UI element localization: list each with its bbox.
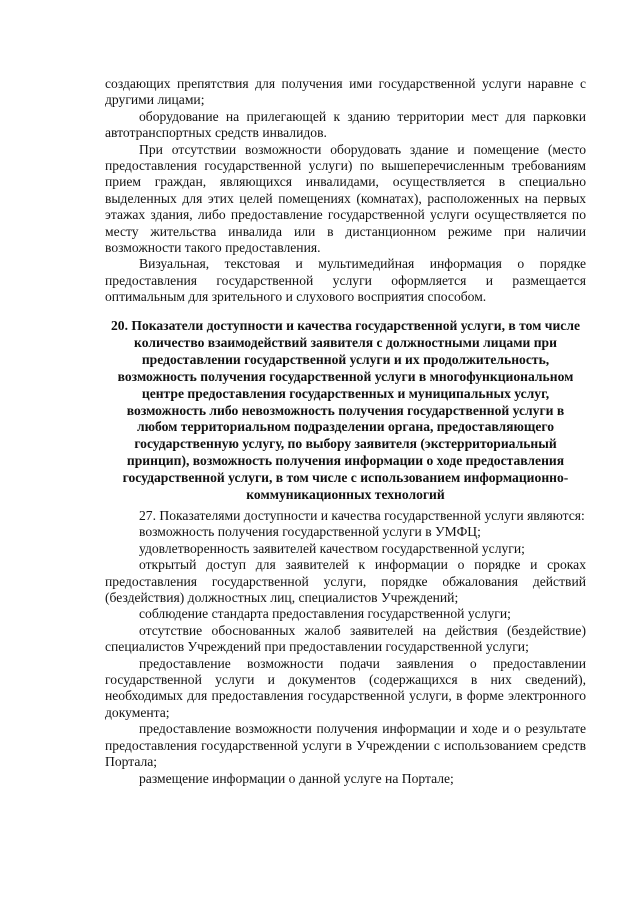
list-item: размещение информации о данной услуге на Портале; bbox=[139, 770, 454, 786]
section-heading bbox=[105, 318, 586, 504]
list-item: отсутствие обоснованных жалоб заявителей на действия (бездействие) специалистов Учреждений при предоставлении государственной услуги; bbox=[105, 622, 586, 655]
paragraph: создающих препятствия для получения ими государственной услуги наравне с другими лицами; bbox=[105, 76, 586, 108]
top-text-block bbox=[105, 76, 586, 306]
list-item: соблюдение стандарта предоставления государственной услуги; bbox=[139, 606, 511, 622]
list-item: предоставление возможности подачи заявления о предоставлении государственной услуги и документов (содержащихся в них сведений), необходимых для предоставления государственной услуги, в форме электронного документа; bbox=[105, 655, 586, 720]
paragraph: Визуальная, текстовая и мультимедийная информация о порядке предоставления государственной услуги оформляется и размещается оптимальным для зрительного и слухового восприятия способом. bbox=[105, 256, 586, 305]
section-heading-text: 20. Показатели доступности и качества государственной услуги, в том числе количество взаимодействий заявителя с должностными лицами при предоставлении государственной услуги и их продолжительность, возможность получения государственной услуги в многофункциональном центре предоставления государственных и муниципальных услуг, возможность либо невозможность получения государственной услуги в любом территориальном подразделении органа, предоставляющего государственную услугу, по выбору заявителя (экстерриториальный принцип), возможность получения информации о ходе предоставления государственной услуги, в том числе с использованием информационно-коммуникационных технологий bbox=[111, 318, 580, 503]
paragraph: оборудование на прилегающей к зданию территории мест для парковки автотранспортных средств инвалидов. bbox=[105, 108, 586, 141]
list-item: возможность получения государственной услуги в УМФЦ; bbox=[139, 524, 481, 540]
list-item: предоставление возможности получения информации и ходе и о результате предоставления государственной услуги в Учреждении с использованием средств Портала; bbox=[105, 721, 586, 770]
list-item: открытый доступ для заявителей к информации о порядке и сроках предоставления государственной услуги, порядке обжалования действий (бездействия) должностных лиц, специалистов Учреждений; bbox=[105, 557, 586, 606]
paragraph: 27. Показателями доступности и качества государственной услуги являются: bbox=[139, 508, 585, 523]
list-item: удовлетворенность заявителей качеством государственной услуги; bbox=[139, 540, 525, 556]
bottom-text-block bbox=[105, 508, 586, 787]
paragraph: При отсутствии возможности оборудовать здание и помещение (место предоставления государственной услуги) по вышеперечисленным требованиям прием граждан, являющихся инвалидами, осуществляется в специально выделенных для этих целей помещениях (комнатах), расположенных на первых этажах здания, либо предоставление государственной услуги осуществляется по месту жительства инвалида или в дистанционном режиме при наличии возможности такого предоставления. bbox=[105, 141, 586, 256]
